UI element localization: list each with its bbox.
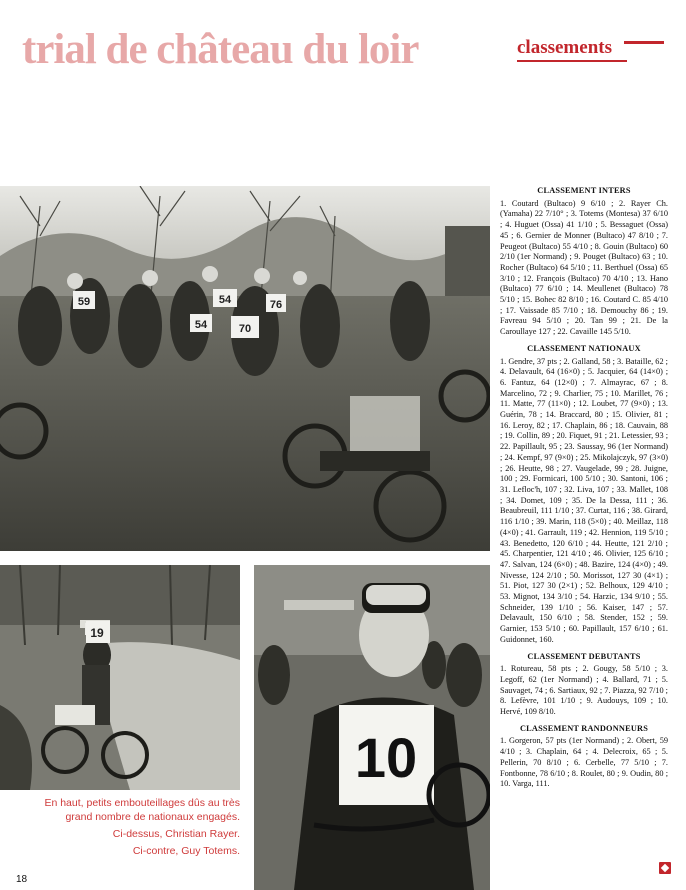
page-number: 18 <box>16 874 28 885</box>
results-text: 1. Gendre, 37 pts ; 2. Galland, 58 ; 3. Bataille, 62 ; 4. Delavault, 64 (16×0) ; 5. Jacquier, 64 (14×0) ; 6. Fantuz, 64 (12×0) ; 7. Almayrac, 67 ; 8. Marcelino, 72 ; 9. Charlier, 75 ; 10. Marillet, 76 ; 11. Matte, 77 (11×0) ; 12. Loubet, 77 (9×0) ; 13. Guérin, 78 ; 14. Braccard, 80 ; 15. Olivier, 81 ; 16. Leroy, 82 ; 17. Chaplain, 86 ; 18. Cauvain, 88 ; 19. Collin, 89 ; 20. Fiquet, 91 ; 21. Letessier, 93 ; 22. Papillault, 95 ; 23. Saussay, 96 (1er Normand) ; 24. Kempf, 97 (9×0) ; 25. Mikolajczyk, 97 (3×0) ; 26. Heutte, 98 ; 27. Vaugelade, 99 ; 28. Juigne, 100 ; 29. Formicari, 100 5/10 ; 30. Santoni, 106 ; 31. Lefloc'h, 107 ; 32. Liva, 107 ; 33. Mallet, 108 ; 34. Domet, 109 ; 35. De la Dessa, 111 ; 36. Beaubreuil, 111 1/10 ; 37. Curtat, 116 ; 38. Girard, 116 1/10 ; 39. Marin, 118 (5×0) ; 40. Meillaz, 118 (4×0) ; 41. Garrault, 119 ; 42. Hennion, 119 5/10 ; 43. Benedetto, 120 6/10 ; 44. Heutte, 121 2/10 ; 45. Charpentier, 121 4/10 ; 46. Olivier, 125 6/10 ; 47. Salvan, 124 (6×0) ; 48. Bazire, 124 (4×0) ; 49. Nivesse, 124 2/10 ; 50. Morissot, 127 30 (4×1) ; 51. Piot, 127 30 (2×1) ; 52. Belhoux, 129 4/10 ; 53. Mignot, 134 3/10 ; 54. Harzic, 134 9/10 ; 55. Schneider, 139 1/10 ; 56. Kaiser, 147 ; 57. Delavault, 150 6/10 ; 58. Stender, 152 ; 59. Garnier, 153 5/10 ; 60. Papillault, 157 6/10 ; 61. Guidonnet, 160. <box>500 356 668 644</box>
section-tag-underline <box>517 60 627 62</box>
main-photo-number: 70 <box>238 323 252 335</box>
main-photo-number: 54 <box>194 319 208 331</box>
rider-ten-photo <box>254 565 490 890</box>
results-heading: CLASSEMENT DEBUTANTS <box>527 651 641 661</box>
stream-photo <box>0 565 240 790</box>
section-tag: classements <box>517 37 612 58</box>
caption-line: Ci-dessus, Christian Rayer. <box>112 828 240 840</box>
caption-line: En haut, petits embouteillages dûs au très grand nombre de nationaux engagés. <box>44 797 240 823</box>
main-photo-number: 59 <box>77 296 91 308</box>
results-heading: CLASSEMENT RANDONNEURS <box>519 723 649 733</box>
results-heading: CLASSEMENT INTERS <box>537 186 631 195</box>
caption-line: Ci-contre, Guy Totems. <box>132 845 240 857</box>
main-photo <box>0 186 490 551</box>
article-title: trial de château du loir <box>22 26 419 73</box>
results-heading: CLASSEMENT NATIONAUX <box>527 343 641 353</box>
results-text: 1. Gorgeron, 57 pts (1er Normand) ; 2. Obert, 59 4/10 ; 3. Chaplain, 64 ; 4. Delecroix, 65 ; 5. Pellerin, 70 8/10 ; 6. Cerbelle, 77 5/10 ; 7. Fontbonne, 78 6/10 ; 8. Roulet, 80 ; 9. Oudin, 80 ; 10. Varga, 111. <box>500 736 668 789</box>
results-text: 1. Rotureau, 58 pts ; 2. Gougy, 58 5/10 ; 3. Legoff, 62 (1er Normand) ; 4. Ballard, 71 ; 5. Sauvaget, 74 ; 6. Sartiaux, 92 ; 7. Piazza, 92 7/10 ; 8. Lefèvre, 101 1/10 ; 9. Audouys, 109 ; 10. Hervé, 109 8/10. <box>500 664 668 717</box>
section-tag-rule <box>624 41 664 44</box>
results-column <box>500 186 668 796</box>
main-photo-number: 76 <box>269 299 283 311</box>
results-text: 1. Coutard (Bultaco) 9 6/10 ; 2. Rayer Ch. (Yamaha) 22 7/10° ; 3. Totems (Montesa) 37 6/10 ; 4. Huguet (Ossa) 41 1/10 ; 5. Bessaguet (Ossa) 45 ; 6. Gernier de Monner (Bultaco) 47 8/10 ; 7. Peugeot (Bultaco) 55 4/10 ; 8. Gouin (Bultaco) 60 2/10 (1er Normand) ; 9. Pouget (Bultaco) 63 ; 10. Rocher (Bultaco) 64 5/10 ; 11. Berthuel (Ossa) 65 3/10 ; 12. François (Bultaco) 70 4/10 ; 13. Hano (Bultaco) 77 6/10 ; 14. Meullenet (Bultaco) 78 5/10 ; 15. Bohec 82 8/10 ; 16. Coutard C. 85 4/10 ; 17. Vaissade 85 7/10 ; 18. Demouchy 86 ; 19. Favreau 94 5/10 ; 20. Tan 99 ; 21. De la Caroullaye 127 ; 22. Cavaille 145 5/10. <box>500 198 668 337</box>
stream-photo-number: 19 <box>90 626 104 640</box>
photo-caption <box>40 796 240 858</box>
end-of-article-icon <box>659 862 671 874</box>
rider-ten-photo-number: 10 <box>354 726 418 789</box>
main-photo-number: 54 <box>218 294 232 306</box>
